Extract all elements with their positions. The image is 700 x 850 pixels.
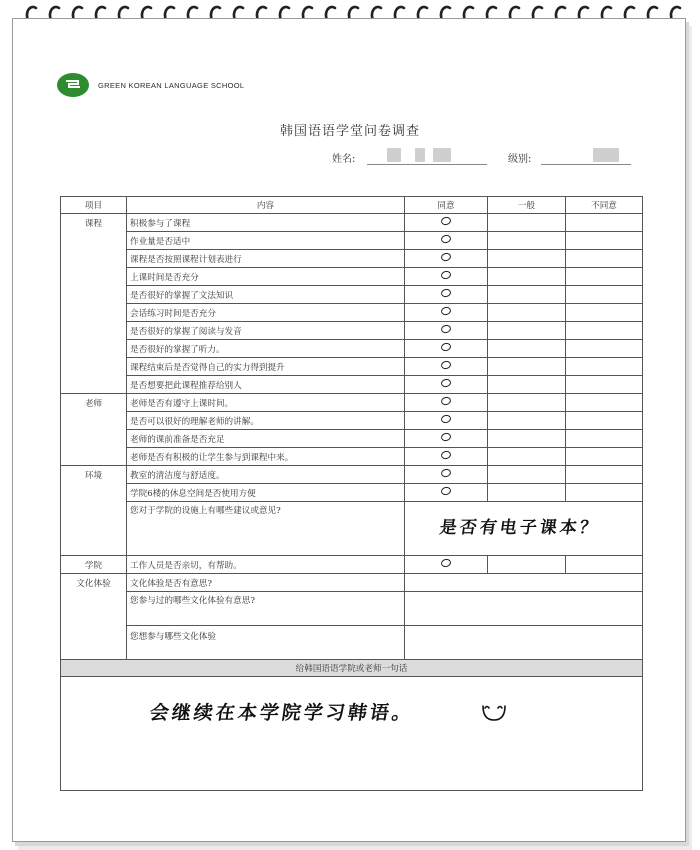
table-row bbox=[61, 466, 643, 484]
question: 您参与过的哪些文化体验有意思? bbox=[127, 592, 405, 626]
circle-mark-icon bbox=[440, 450, 452, 460]
question: 老师的课前准备是否充足 bbox=[127, 430, 405, 448]
agree-cell bbox=[405, 340, 488, 358]
circle-mark-icon bbox=[440, 468, 452, 478]
neutral-cell bbox=[488, 232, 566, 250]
neutral-cell bbox=[488, 340, 566, 358]
circle-mark-icon bbox=[440, 324, 452, 334]
disagree-cell bbox=[566, 466, 643, 484]
redacted-block bbox=[415, 148, 425, 162]
disagree-cell bbox=[566, 232, 643, 250]
neutral-cell bbox=[488, 484, 566, 502]
table-row bbox=[61, 340, 643, 358]
category-culture: 文化体验 bbox=[61, 574, 127, 660]
circle-mark-icon bbox=[440, 378, 452, 388]
question: 课程是否按照课程计划表进行 bbox=[127, 250, 405, 268]
question: 学院6楼的休息空间是否使用方便 bbox=[127, 484, 405, 502]
disagree-cell bbox=[566, 286, 643, 304]
question: 老师是否有积极的让学生参与到课程中来。 bbox=[127, 448, 405, 466]
table-row bbox=[61, 430, 643, 448]
table-row bbox=[61, 250, 643, 268]
table-row bbox=[61, 358, 643, 376]
disagree-cell bbox=[566, 394, 643, 412]
culture-answer-cell bbox=[405, 626, 643, 660]
school-logo-icon bbox=[56, 72, 90, 98]
table-row bbox=[61, 626, 643, 660]
neutral-cell bbox=[488, 448, 566, 466]
table-row bbox=[61, 232, 643, 250]
neutral-cell bbox=[488, 466, 566, 484]
name-field bbox=[332, 150, 487, 165]
level-line bbox=[541, 152, 631, 165]
circle-mark-icon bbox=[440, 432, 452, 442]
agree-cell bbox=[405, 268, 488, 286]
comment-banner: 给韩国语语学院或老师一句话 bbox=[61, 660, 643, 677]
circle-mark-icon bbox=[440, 270, 452, 280]
neutral-cell bbox=[488, 304, 566, 322]
question: 会话练习时间是否充分 bbox=[127, 304, 405, 322]
neutral-cell bbox=[488, 394, 566, 412]
document-title: 韩国语语学堂问卷调查 bbox=[279, 124, 420, 139]
header-item: 项目 bbox=[61, 197, 127, 214]
agree-cell bbox=[405, 358, 488, 376]
table-row bbox=[61, 394, 643, 412]
table-row bbox=[61, 448, 643, 466]
disagree-cell bbox=[566, 448, 643, 466]
category-course: 课程 bbox=[61, 214, 127, 394]
circle-mark-icon bbox=[440, 486, 452, 496]
name-label: 姓名: bbox=[332, 154, 356, 165]
culture-answer-cell bbox=[405, 592, 643, 626]
neutral-cell bbox=[488, 250, 566, 268]
table-row bbox=[61, 574, 643, 592]
question: 是否很好的掌握了听力。 bbox=[127, 340, 405, 358]
redacted-block bbox=[433, 148, 451, 162]
table-row bbox=[61, 322, 643, 340]
header-disagree: 不同意 bbox=[566, 197, 643, 214]
circle-mark-icon bbox=[440, 360, 452, 370]
disagree-cell bbox=[566, 340, 643, 358]
level-field bbox=[508, 150, 631, 165]
neutral-cell bbox=[488, 376, 566, 394]
category-teacher: 老师 bbox=[61, 394, 127, 466]
question: 老师是否有遵守上课时间。 bbox=[127, 394, 405, 412]
neutral-cell bbox=[488, 556, 566, 574]
question: 是否很好的掌握了阅读与发音 bbox=[127, 322, 405, 340]
redacted-block bbox=[387, 148, 401, 162]
circle-mark-icon bbox=[440, 396, 452, 406]
neutral-cell bbox=[488, 412, 566, 430]
table-row bbox=[61, 268, 643, 286]
disagree-cell bbox=[566, 358, 643, 376]
disagree-cell bbox=[566, 484, 643, 502]
level-label: 级别: bbox=[508, 154, 532, 165]
disagree-cell bbox=[566, 412, 643, 430]
school-logo bbox=[56, 72, 244, 98]
agree-cell bbox=[405, 322, 488, 340]
comment-banner-row bbox=[61, 660, 643, 677]
agree-cell bbox=[405, 376, 488, 394]
comment-cell bbox=[61, 677, 643, 791]
agree-cell bbox=[405, 232, 488, 250]
table-row bbox=[61, 286, 643, 304]
agree-cell bbox=[405, 484, 488, 502]
disagree-cell bbox=[566, 304, 643, 322]
comment-row bbox=[61, 677, 643, 791]
question: 是否想要把此课程推荐给别人 bbox=[127, 376, 405, 394]
agree-cell bbox=[405, 394, 488, 412]
category-academy: 学院 bbox=[61, 556, 127, 574]
agree-cell bbox=[405, 304, 488, 322]
neutral-cell bbox=[488, 322, 566, 340]
header-neutral: 一般 bbox=[488, 197, 566, 214]
table-row bbox=[61, 304, 643, 322]
question: 文化体验是否有意思? bbox=[127, 574, 405, 592]
circle-mark-icon bbox=[440, 252, 452, 262]
circle-mark-icon bbox=[440, 216, 452, 226]
handwritten-final-message: 会继续在本学院学习韩语。 bbox=[148, 702, 416, 724]
neutral-cell bbox=[488, 268, 566, 286]
table-row bbox=[61, 484, 643, 502]
neutral-cell bbox=[488, 358, 566, 376]
category-environment: 环境 bbox=[61, 466, 127, 556]
disagree-cell bbox=[566, 376, 643, 394]
circle-mark-icon bbox=[440, 234, 452, 244]
agree-cell bbox=[405, 286, 488, 304]
question: 教室的清洁度与舒适度。 bbox=[127, 466, 405, 484]
question: 作业量是否适中 bbox=[127, 232, 405, 250]
table-row bbox=[61, 412, 643, 430]
redacted-block bbox=[593, 148, 619, 162]
agree-cell bbox=[405, 466, 488, 484]
circle-mark-icon bbox=[440, 342, 452, 352]
question: 您对于学院的设施上有哪些建议或意见? bbox=[127, 502, 405, 556]
disagree-cell bbox=[566, 430, 643, 448]
circle-mark-icon bbox=[440, 306, 452, 316]
agree-cell bbox=[405, 556, 488, 574]
handwritten-facility-answer: 是否有电子课本？ bbox=[438, 518, 602, 538]
question: 工作人员是否亲切，有帮助。 bbox=[127, 556, 405, 574]
neutral-cell bbox=[488, 430, 566, 448]
circle-mark-icon bbox=[440, 288, 452, 298]
agree-cell bbox=[405, 448, 488, 466]
name-line bbox=[367, 152, 487, 165]
circle-mark-icon bbox=[440, 558, 452, 568]
school-name: GREEN KOREAN LANGUAGE SCHOOL bbox=[98, 80, 245, 90]
agree-cell bbox=[405, 430, 488, 448]
question: 是否可以很好的理解老师的讲解。 bbox=[127, 412, 405, 430]
culture-answer-cell bbox=[405, 574, 643, 592]
table-row bbox=[61, 556, 643, 574]
neutral-cell bbox=[488, 214, 566, 232]
table-row bbox=[61, 376, 643, 394]
question: 您想参与哪些文化体验 bbox=[127, 626, 405, 660]
disagree-cell bbox=[566, 322, 643, 340]
disagree-cell bbox=[566, 556, 643, 574]
header-row bbox=[61, 197, 643, 214]
table-row bbox=[61, 214, 643, 232]
disagree-cell bbox=[566, 214, 643, 232]
agree-cell bbox=[405, 250, 488, 268]
neutral-cell bbox=[488, 286, 566, 304]
question: 课程结束后是否觉得自己的实力得到提升 bbox=[127, 358, 405, 376]
smiley-face-icon bbox=[480, 700, 508, 722]
circle-mark-icon bbox=[440, 414, 452, 424]
disagree-cell bbox=[566, 250, 643, 268]
question: 上课时间是否充分 bbox=[127, 268, 405, 286]
header-agree: 同意 bbox=[405, 197, 488, 214]
question: 积极参与了课程 bbox=[127, 214, 405, 232]
header-content: 内容 bbox=[127, 197, 405, 214]
table-row bbox=[61, 592, 643, 626]
agree-cell bbox=[405, 412, 488, 430]
agree-cell bbox=[405, 214, 488, 232]
disagree-cell bbox=[566, 268, 643, 286]
question: 是否很好的掌握了文法知识 bbox=[127, 286, 405, 304]
